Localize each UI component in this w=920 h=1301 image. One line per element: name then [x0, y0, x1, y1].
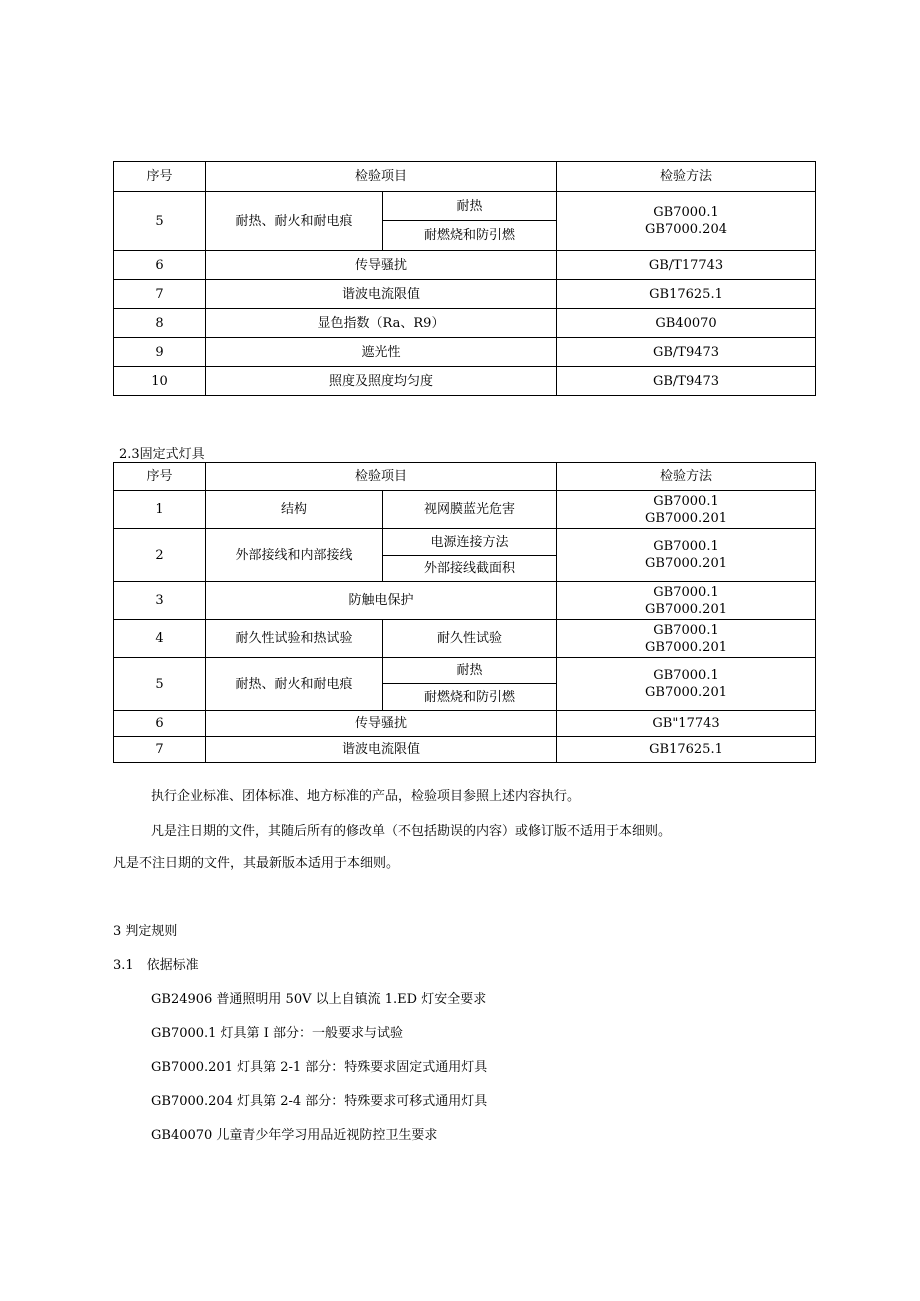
- cell-no: 9: [114, 338, 206, 367]
- method-line: GB7000.1: [653, 205, 719, 220]
- cell-method: GB/T9473: [557, 367, 816, 396]
- table-row: [114, 529, 816, 556]
- table-row: [114, 658, 816, 684]
- cell-method: GB"17743: [557, 711, 816, 737]
- header-method: 检验方法: [557, 463, 816, 491]
- cell-item: 谐波电流限值: [206, 737, 557, 763]
- cell-no: 2: [114, 529, 206, 582]
- header-method: 检验方法: [557, 162, 816, 192]
- cell-no: 7: [114, 737, 206, 763]
- method-line: GB7000.1: [653, 668, 719, 683]
- cell-item: 照度及照度均匀度: [206, 367, 557, 396]
- header-no: 序号: [114, 162, 206, 192]
- table-row: [114, 711, 816, 737]
- table-2-caption: 2.3固定式灯具: [119, 447, 205, 462]
- cell-no: 3: [114, 582, 206, 620]
- cell-subitem: 视网膜蓝光危害: [383, 491, 557, 529]
- table-row: [114, 367, 816, 396]
- cell-no: 10: [114, 367, 206, 396]
- table-row: [114, 309, 816, 338]
- table-row: [114, 582, 816, 620]
- method-line: GB7000.201: [645, 510, 727, 526]
- table-header-row: [114, 162, 816, 192]
- inspection-table-2: [113, 462, 816, 763]
- cell-no: 6: [114, 711, 206, 737]
- cell-item: 外部接线和内部接线: [206, 529, 383, 582]
- cell-no: 7: [114, 280, 206, 309]
- table-header-row: [114, 463, 816, 491]
- cell-method: GB/T9473: [557, 338, 816, 367]
- cell-item: 耐热、耐火和耐电痕: [206, 658, 383, 711]
- header-no: 序号: [114, 463, 206, 491]
- cell-method: [557, 620, 816, 658]
- cell-subitem: 耐燃烧和防引燃: [383, 221, 557, 251]
- cell-subitem: 外部接线截面积: [383, 556, 557, 582]
- table-row: [114, 737, 816, 763]
- cell-method: [557, 582, 816, 620]
- cell-item: 结构: [206, 491, 383, 529]
- header-item: 检验项目: [206, 162, 557, 192]
- cell-item: 显色指数（Ra、R9）: [206, 309, 557, 338]
- method-line: GB7000.201: [645, 556, 727, 571]
- section-heading-3: 3 判定规则: [113, 924, 178, 939]
- cell-item: 耐久性试验和热试验: [206, 620, 383, 658]
- cell-method: GB17625.1: [557, 737, 816, 763]
- cell-item: 传导骚扰: [206, 711, 557, 737]
- cell-method: [557, 491, 816, 529]
- cell-method: [557, 529, 816, 582]
- table-row: [114, 491, 816, 529]
- cell-method: GB17625.1: [557, 280, 816, 309]
- inspection-table-1: [113, 161, 816, 396]
- paragraph-dated-refs: 凡是注日期的文件，其随后所有的修改单（不包括勘误的内容）或修订版不适用于本细则。: [151, 824, 672, 839]
- cell-item: 防触电保护: [206, 582, 557, 620]
- method-line: GB7000.201: [645, 601, 727, 617]
- table-row: [114, 620, 816, 658]
- cell-subitem: 耐久性试验: [383, 620, 557, 658]
- table-row: [114, 251, 816, 280]
- method-line: GB7000.201: [645, 685, 727, 700]
- cell-subitem: 电源连接方法: [383, 529, 557, 556]
- method-line: GB7000.204: [645, 222, 727, 237]
- paragraph-undated-refs: 凡是不注日期的文件，其最新版本适用于本细则。: [113, 856, 400, 871]
- cell-no: 5: [114, 192, 206, 251]
- cell-no: 8: [114, 309, 206, 338]
- cell-item: 传导骚扰: [206, 251, 557, 280]
- cell-no: 4: [114, 620, 206, 658]
- cell-subitem: 耐热: [383, 658, 557, 684]
- method-line: GB7000.201: [645, 639, 727, 655]
- table-row: [114, 338, 816, 367]
- cell-subitem: 耐热: [383, 192, 557, 221]
- section-heading-3-1: 3.1 依据标准: [113, 958, 199, 973]
- reference-item: GB7000.201 灯具第 2-1 部分：特殊要求固定式通用灯具: [151, 1060, 488, 1075]
- table-row: [114, 192, 816, 221]
- header-item: 检验项目: [206, 463, 557, 491]
- reference-item: GB7000.204 灯具第 2-4 部分：特殊要求可移式通用灯具: [151, 1094, 488, 1109]
- method-line: GB7000.1: [653, 493, 719, 509]
- cell-method: [557, 658, 816, 711]
- cell-method: GB40070: [557, 309, 816, 338]
- cell-method: [557, 192, 816, 251]
- method-line: GB7000.1: [653, 622, 719, 638]
- table-row: [114, 280, 816, 309]
- paragraph-scope: 执行企业标准、团体标准、地方标准的产品，检验项目参照上述内容执行。: [151, 789, 581, 804]
- reference-item: GB40070 儿童青少年学习用品近视防控卫生要求: [151, 1128, 438, 1143]
- cell-subitem: 耐燃烧和防引燃: [383, 684, 557, 711]
- reference-item: GB24906 普通照明用 50V 以上自镇流 1.ED 灯安全要求: [151, 992, 487, 1007]
- method-line: GB7000.1: [653, 539, 719, 554]
- cell-item: 谐波电流限值: [206, 280, 557, 309]
- reference-item: GB7000.1 灯具第 I 部分：一般要求与试验: [151, 1026, 403, 1041]
- method-line: GB7000.1: [653, 584, 719, 600]
- cell-item: 耐热、耐火和耐电痕: [206, 192, 383, 251]
- cell-item: 遮光性: [206, 338, 557, 367]
- cell-no: 1: [114, 491, 206, 529]
- cell-no: 6: [114, 251, 206, 280]
- cell-no: 5: [114, 658, 206, 711]
- cell-method: GB/T17743: [557, 251, 816, 280]
